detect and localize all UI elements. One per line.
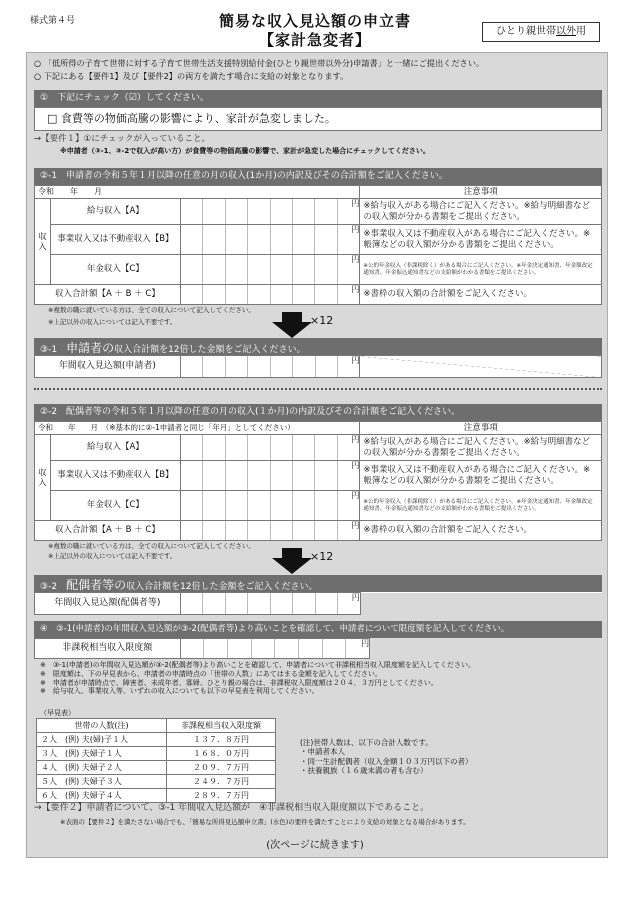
form-title	[170, 12, 460, 50]
sec4-note-4: ※ 給与収入、事業収入等、いずれの収入についても以下の早見表を利用してください。	[40, 687, 319, 696]
checkbox-label: □ 食費等の物価高騰の影響により、家計が急変しました。	[47, 112, 336, 125]
price-impact-checkbox[interactable]	[34, 107, 602, 131]
salary-income-note: ※給与収入がある場合にご記入ください。※給与明細書などの収入額が分かる書類をご提出ください。	[360, 199, 602, 225]
spouse-income-table	[34, 421, 602, 541]
sec4-note-3: ※ 申請者が申請時点で、障害者、未成年者、寡婦、ひとり親の場合は、非課税収入限度額は２０４．３万円としてください。	[40, 678, 438, 687]
spouse-annual-label: 年間収入見込額(配偶者等)	[35, 593, 181, 615]
section2-1-header: ②-1 申請者の令和５年１月以降の任意の月の収入(1か月)の内訳及びその合計額をご記入ください。	[34, 168, 602, 185]
title-line1: 簡易な収入見込額の申立書	[218, 12, 411, 30]
household-type-tag: ひとり親世帯以外用	[482, 22, 600, 42]
nontaxable-limit-label: 非課税相当収入限度額	[35, 639, 181, 659]
table-row: ３人 (例) 夫婦子１人 １６８．０万円	[37, 747, 276, 761]
applicant-annual-label: 年間収入見込額(申請者)	[35, 356, 181, 378]
section3-1-header: ③-1 申請者の収入合計額を12倍した金額をご記入ください。	[34, 338, 602, 355]
income-side-label: 収入	[35, 199, 51, 285]
pension-income-note: ※公的年金収入（非課税除く）がある場合にご記入ください。※年金決定通知書、年金額改定通知書、年金振込通知書などの支給額がわかる書類をご提出ください。	[360, 255, 602, 285]
spouse-pension-label: 年金収入【C】	[50, 491, 180, 521]
table-row: ５人 (例) 夫婦子３人 ２４９．７万円	[37, 775, 276, 789]
quick-table-caption: （早見表）	[40, 709, 75, 717]
income-total-input[interactable]: 円	[180, 285, 360, 305]
spouse-pension-input[interactable]: 円	[180, 491, 360, 521]
section3-2-header: ③-2 配偶者等の収入合計額を12倍した金額をご記入ください。	[34, 575, 602, 592]
applicant-annual-input[interactable]: 円	[180, 356, 360, 378]
table-row: ２人 (例) 夫(婦)子１人 １３７．８万円	[37, 733, 276, 747]
income-total-label: 収入合計額【A ＋ B ＋ C】	[35, 285, 181, 305]
sec4-note-1: ※ ③-1(申請者)の年間収入見込額が③-2(配偶者等)より高いことを確認して、申請者について非課税相当収入限度額を記入してください。	[40, 661, 476, 669]
business-income-note: ※事業収入又は不動産収入がある場合にご記入ください。※帳簿などの収入額が分かる書類をご提出ください。	[360, 225, 602, 255]
spouse-pension-note: ※公的年金収入（非課税除く）がある場合にご記入ください。※年金決定通知書、年金額改定通知書、年金振込通知書などの支給額がわかる書類をご提出ください。	[360, 491, 602, 521]
spouse-annual-blank	[360, 593, 602, 615]
spouse-salary-input[interactable]: 円	[180, 435, 360, 461]
continued-footer: (次ページに続きます)	[266, 840, 364, 851]
spouse-salary-note: ※給与収入がある場合にご記入ください。※給与明細書などの収入額が分かる書類をご提出ください。	[360, 435, 602, 461]
nontaxable-limit-input[interactable]: 円	[180, 639, 369, 659]
spouse-business-input[interactable]: 円	[180, 461, 360, 491]
down-arrow-icon	[272, 312, 312, 338]
quick-col-people: 世帯の人数(注)	[37, 719, 167, 733]
limit-table	[34, 638, 370, 659]
section1-header: ① 下記にチェック（☑）してください。	[34, 90, 602, 107]
business-income-input[interactable]: 円	[180, 225, 360, 255]
sec2-1-footnote-2: ※上記以外の収入については記入不要です。	[48, 318, 177, 326]
spouse-notes-column-header: 注意事項	[360, 422, 602, 435]
requirement1-line: →【要件１】①にチェックが入っていること。	[34, 134, 210, 144]
top-note-1: ○ 「低所得の子育て世帯に対する子育て世帯生活支援特別給付金(ひとり親世帯以外分)申請書」と一緒にご提出ください。	[34, 58, 485, 68]
sec2-2-footnote-1: ※複数の職に就いている方は、全ての収入について記入してください。	[48, 542, 255, 550]
spouse-total-input[interactable]: 円	[180, 521, 360, 541]
down-arrow-icon	[272, 548, 312, 574]
sec2-1-footnote-1: ※複数の職に就いている方は、全ての収入について記入してください。	[48, 306, 255, 314]
household-count-note: (注)世帯人数は、以下の合計人数です。 ・申請者本人 ・同一生計配偶者（収入金額１０３万円以下の者） ・扶養親族（１６歳未満の者も含む）	[300, 738, 473, 776]
quick-reference-table	[36, 718, 276, 803]
notes-column-header: 注意事項	[360, 186, 602, 199]
salary-income-input[interactable]: 円	[180, 199, 360, 225]
business-income-label: 事業収入又は不動産収入【B】	[50, 225, 180, 255]
quick-col-amount: 非課税相当収入限度額	[167, 719, 276, 733]
spouse-salary-label: 給与収入【A】	[50, 435, 180, 461]
section4-notes	[40, 661, 600, 696]
diagonal-empty-cell	[360, 356, 602, 378]
spouse-date-label: 令和 年 月 （※基本的に②-1申請者と同じ「年月」としてください）	[35, 422, 360, 435]
applicant-income-table	[34, 185, 602, 305]
income-total-note: ※書枠の収入額の合計額をご記入ください。	[360, 285, 602, 305]
requirement2-line: →【要件２】申請者について、③-1 年間収入見込額が ④非課税相当収入限度額以下であること。	[34, 803, 430, 813]
applicant-annual-table	[34, 355, 602, 378]
spouse-annual-table	[34, 592, 602, 615]
sec4-note-2: ※ 限度額は、下の早見表から、申請者の申請時点の「世帯の人数」にあてはまる金額を記入してください。	[40, 669, 382, 678]
multiplier-label-1: ×12	[310, 314, 334, 327]
section-divider	[34, 388, 602, 390]
spouse-business-note: ※事業収入又は不動産収入がある場合にご記入ください。※帳簿などの収入額が分かる書類をご提出ください。	[360, 461, 602, 491]
salary-income-label: 給与収入【A】	[50, 199, 180, 225]
form-number: 様式第４号	[30, 16, 76, 26]
pension-income-label: 年金収入【C】	[50, 255, 180, 285]
top-notes	[34, 58, 602, 85]
spouse-business-label: 事業収入又は不動産収入【B】	[50, 461, 180, 491]
date-label: 令和 年 月	[35, 186, 360, 199]
section2-2-header: ②-2 配偶者等の令和５年１月以降の任意の月の収入(１か月)の内訳及びその合計額をご記入ください。	[34, 404, 602, 421]
top-note-2: ○ 下記にある【要件1】及び【要件2】の両方を満たす場合に支給の対象となります。	[34, 71, 349, 82]
sec2-2-footnote-2: ※上記以外の収入については記入不要です。	[48, 552, 177, 560]
multiplier-label-2: ×12	[310, 550, 334, 563]
title-line2: 【家計急変者】	[258, 30, 371, 49]
section4-header: ④ ③-1(申請者)の年間収入見込額が③-2(配偶者等)より高いことを確認して、申請者について限度額を記入してください。	[34, 621, 602, 638]
spouse-total-label: 収入合計額【A ＋ B ＋ C】	[35, 521, 181, 541]
table-row: ６人 (例) 夫婦子４人 ２８９．７万円	[37, 789, 276, 803]
table-row: ４人 (例) 夫婦子２人 ２０９．７万円	[37, 761, 276, 775]
requirement1-note: ※申請者（③-1、③-2で収入が高い方）が食費等の物価高騰の影響で、家計が急変した場合にチェックしてください。	[60, 147, 430, 155]
requirement2-note: ※表面の【要件２】を満たさない場合でも、「簡易な所得見込額申立書」(水色)の要件を満たすことにより支給の対象となる場合があります。	[60, 818, 470, 826]
spouse-annual-input[interactable]: 円	[180, 593, 360, 615]
spouse-total-note: ※書枠の収入額の合計額をご記入ください。	[360, 521, 602, 541]
spouse-income-side-label: 収入	[35, 435, 51, 521]
pension-income-input[interactable]: 円	[180, 255, 360, 285]
